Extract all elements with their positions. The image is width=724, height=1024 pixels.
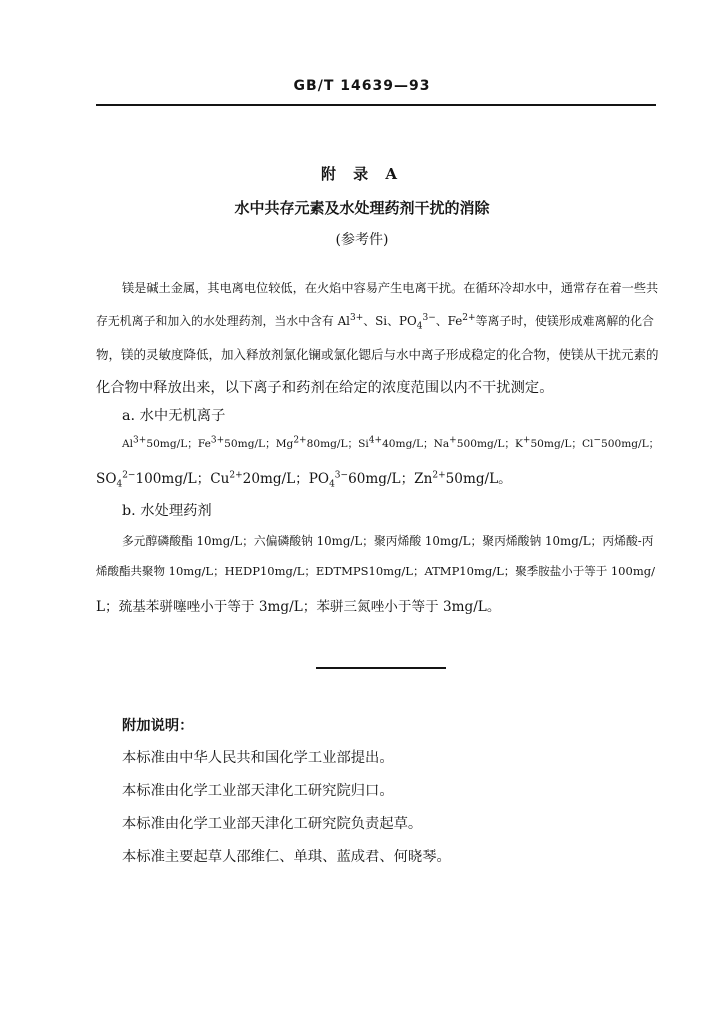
- concentration: 500mg/L；: [601, 438, 660, 450]
- charge: +: [522, 435, 531, 446]
- intro-text: 存无机离子和加入的水处理药剂，当水中含有 Al: [96, 314, 350, 328]
- ion: Zn: [414, 471, 433, 487]
- charge: 2+: [293, 435, 307, 446]
- concentration: 60mg/L；: [348, 471, 415, 487]
- intro-line-3: 物，镁的灵敏度降低，加入释放剂氯化镧或氯化锶后与水中离子形成稳定的化合物，使镁从干扰元素的: [96, 347, 659, 362]
- intro-line-4: 化合物中释放出来，以下离子和药剂在给定的浓度范围以内不干扰测定。: [96, 380, 554, 396]
- intro-text: 等离子时，使镁形成难离解的化合: [475, 314, 654, 328]
- concentration: 80mg/L；: [306, 438, 359, 450]
- charge: 2+: [229, 470, 243, 481]
- concentration: 50mg/L。: [445, 471, 512, 487]
- charge: 2+: [432, 470, 446, 481]
- end-rule: [316, 667, 446, 669]
- intro-line-1: 镁是碱土金属，其电离电位较低，在火焰中容易产生电离干扰。在循环冷却水中，通常存在着一些共: [122, 281, 659, 295]
- charge: 2+: [462, 313, 476, 324]
- additional-note-item: 本标准由化学工业部天津化工研究院归口。: [122, 783, 394, 799]
- subscript: 4: [416, 321, 423, 332]
- section-a-line-1: [122, 436, 659, 451]
- ion: Si: [358, 438, 369, 450]
- section-b-line-1: 多元醇磷酸酯 10mg/L；六偏磷酸钠 10mg/L；聚丙烯酸 10mg/L；聚丙烯酸钠 10mg/L；丙烯酸-丙: [122, 534, 654, 548]
- section-b-heading: b. 水处理药剂: [122, 503, 212, 519]
- charge: −: [593, 435, 601, 446]
- charge: 3+: [210, 435, 225, 446]
- concentration: 50mg/L；: [146, 438, 198, 450]
- charge: 3+: [349, 313, 364, 324]
- subscript: 4: [329, 479, 335, 490]
- concentration: 50mg/L；: [224, 438, 276, 450]
- section-a-heading: a. 水中无机离子: [122, 408, 226, 424]
- concentration: 20mg/L；: [242, 471, 309, 487]
- concentration: 500mg/L；: [456, 438, 515, 450]
- appendix-title: 附 录 A: [320, 165, 404, 183]
- charge: 3−: [334, 470, 349, 481]
- ion: Cl: [581, 438, 594, 450]
- section-b-line-2: 烯酸酯共聚物 10mg/L；HEDP10mg/L；EDTMPS10mg/L；ATMP10mg/L；聚季胺盐小于等于 100mg/: [96, 564, 655, 578]
- section-a-line-2: [96, 467, 512, 490]
- ion: PO: [308, 471, 330, 487]
- concentration: 50mg/L；: [530, 438, 582, 450]
- intro-text: 、Fe: [435, 314, 463, 328]
- ion: Fe: [197, 438, 211, 450]
- intro-line-2: [96, 312, 654, 332]
- charge: 3+: [133, 435, 147, 446]
- ion: K: [514, 438, 523, 450]
- section-b-line-3: L；巯基苯骈噻唑小于等于 3mg/L；苯骈三氮唑小于等于 3mg/L。: [96, 599, 501, 615]
- intro-text: 、Si、PO: [363, 314, 417, 328]
- additional-note-item: 本标准主要起草人邵维仁、单琪、蓝成君、何晓琴。: [122, 849, 451, 865]
- ion: Mg: [275, 438, 294, 450]
- additional-note-item: 本标准由化学工业部天津化工研究院负责起草。: [122, 816, 423, 832]
- charge: 2−: [122, 470, 136, 481]
- charge: +: [449, 435, 457, 446]
- ion: Na: [433, 438, 450, 450]
- appendix-subtitle: 水中共存元素及水处理药剂干扰的消除: [234, 199, 490, 217]
- header-rule: [96, 104, 656, 106]
- concentration: 100mg/L；: [135, 471, 211, 487]
- concentration: 40mg/L；: [382, 438, 434, 450]
- additional-note-item: 本标准由中华人民共和国化学工业部提出。: [122, 750, 394, 766]
- charge: 4+: [368, 435, 383, 446]
- charge: 3−: [422, 313, 436, 324]
- ion: SO: [96, 471, 117, 487]
- standard-code: GB/T 14639—93: [293, 78, 431, 94]
- ion: Al: [122, 438, 134, 450]
- subscript: 4: [116, 479, 123, 490]
- appendix-note: (参考件): [335, 232, 389, 248]
- additional-notes-title: 附加说明：: [122, 718, 194, 734]
- ion: Cu: [210, 471, 230, 487]
